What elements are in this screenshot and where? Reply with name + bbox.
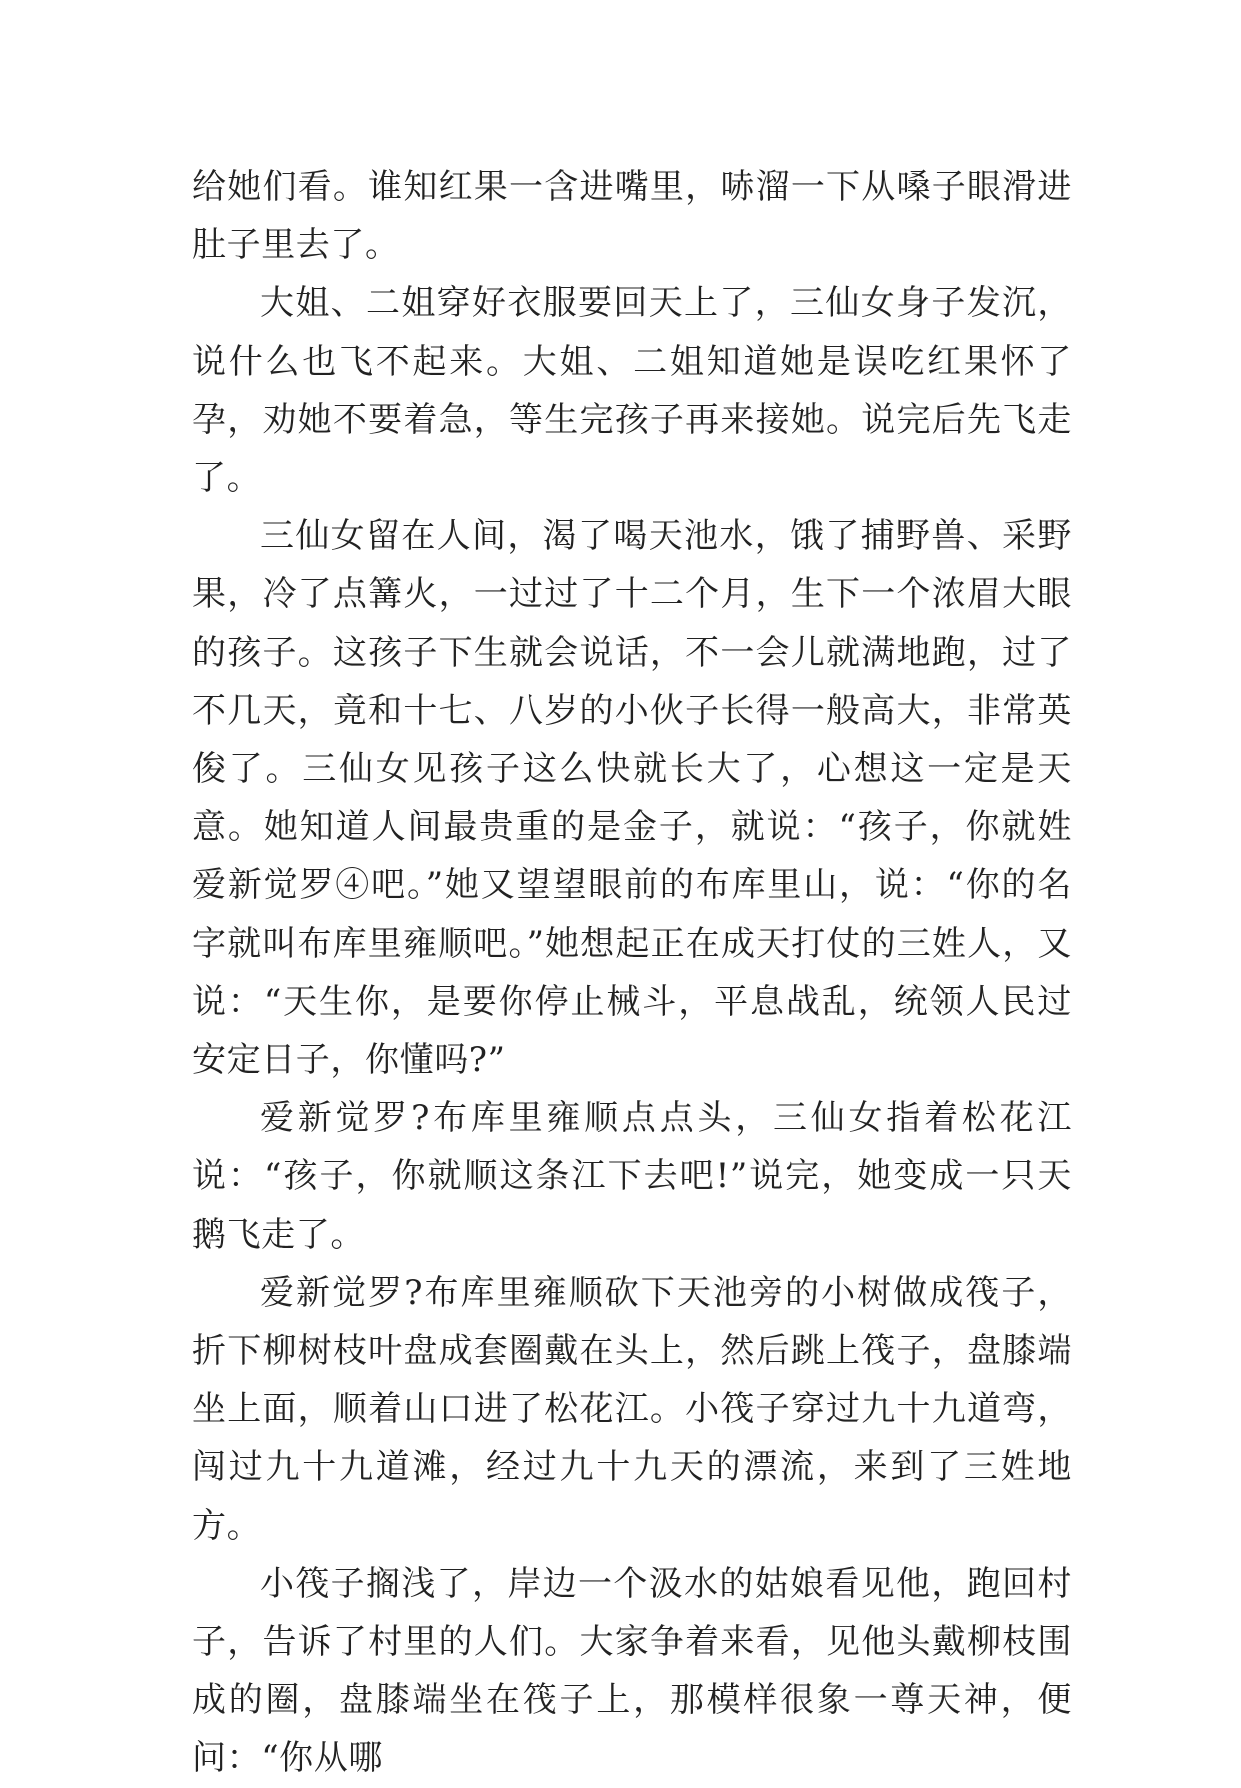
paragraph: 三仙女留在人间，渴了喝天池水，饿了捕野兽、采野果，冷了点篝火，一过过了十二个月，生下一个浓眉大眼的孩子。这孩子下生就会说话，不一会儿就满地跑，过了不几天，竟和十七、八岁的小伙子长得一般高大，非常英俊了。三仙女见孩子这么快就长大了，心想这一定是天意。她知道人间最贵重的是金子，就说：“孩子，你就姓爱新觉罗④吧。”她又望望眼前的布库里山，说：“你的名字就叫布库里雍顺吧。”她想起正在成天打仗的三姓人，又说：“天生你，是要你停止械斗，平息战乱，统领人民过安定日子，你懂吗?” <box>192 516 1072 1081</box>
paragraph: 小筏子搁浅了，岸边一个汲水的姑娘看见他，跑回村子，告诉了村里的人们。大家争着来看，见他头戴柳枝围成的圈，盘膝端坐在筏子上，那模样很象一尊天神，便问：“你从哪 <box>192 1563 1072 1779</box>
paragraph: 爱新觉罗?布库里雍顺砍下天池旁的小树做成筏子，折下柳树枝叶盘成套圈戴在头上，然后跳上筏子，盘膝端坐上面，顺着山口进了松花江。小筏子穿过九十九道弯，闯过九十九道滩，经过九十九天的漂流，来到了三姓地方。 <box>192 1272 1072 1546</box>
body-text <box>192 158 1072 1788</box>
paragraph: 爱新觉罗?布库里雍顺点点头，三仙女指着松花江说：“孩子，你就顺这条江下去吧!”说完，她变成一只天鹅飞走了。 <box>192 1098 1072 1255</box>
paragraph: 大姐、二姐穿好衣服要回天上了，三仙女身子发沉，说什么也飞不起来。大姐、二姐知道她是误吃红果怀了孕，劝她不要着急，等生完孩子再来接她。说完后先飞走了。 <box>192 283 1072 499</box>
paragraph-continuation: 给她们看。谁知红果一含进嘴里，哧溜一下从嗓子眼滑进肚子里去了。 <box>192 167 1072 266</box>
